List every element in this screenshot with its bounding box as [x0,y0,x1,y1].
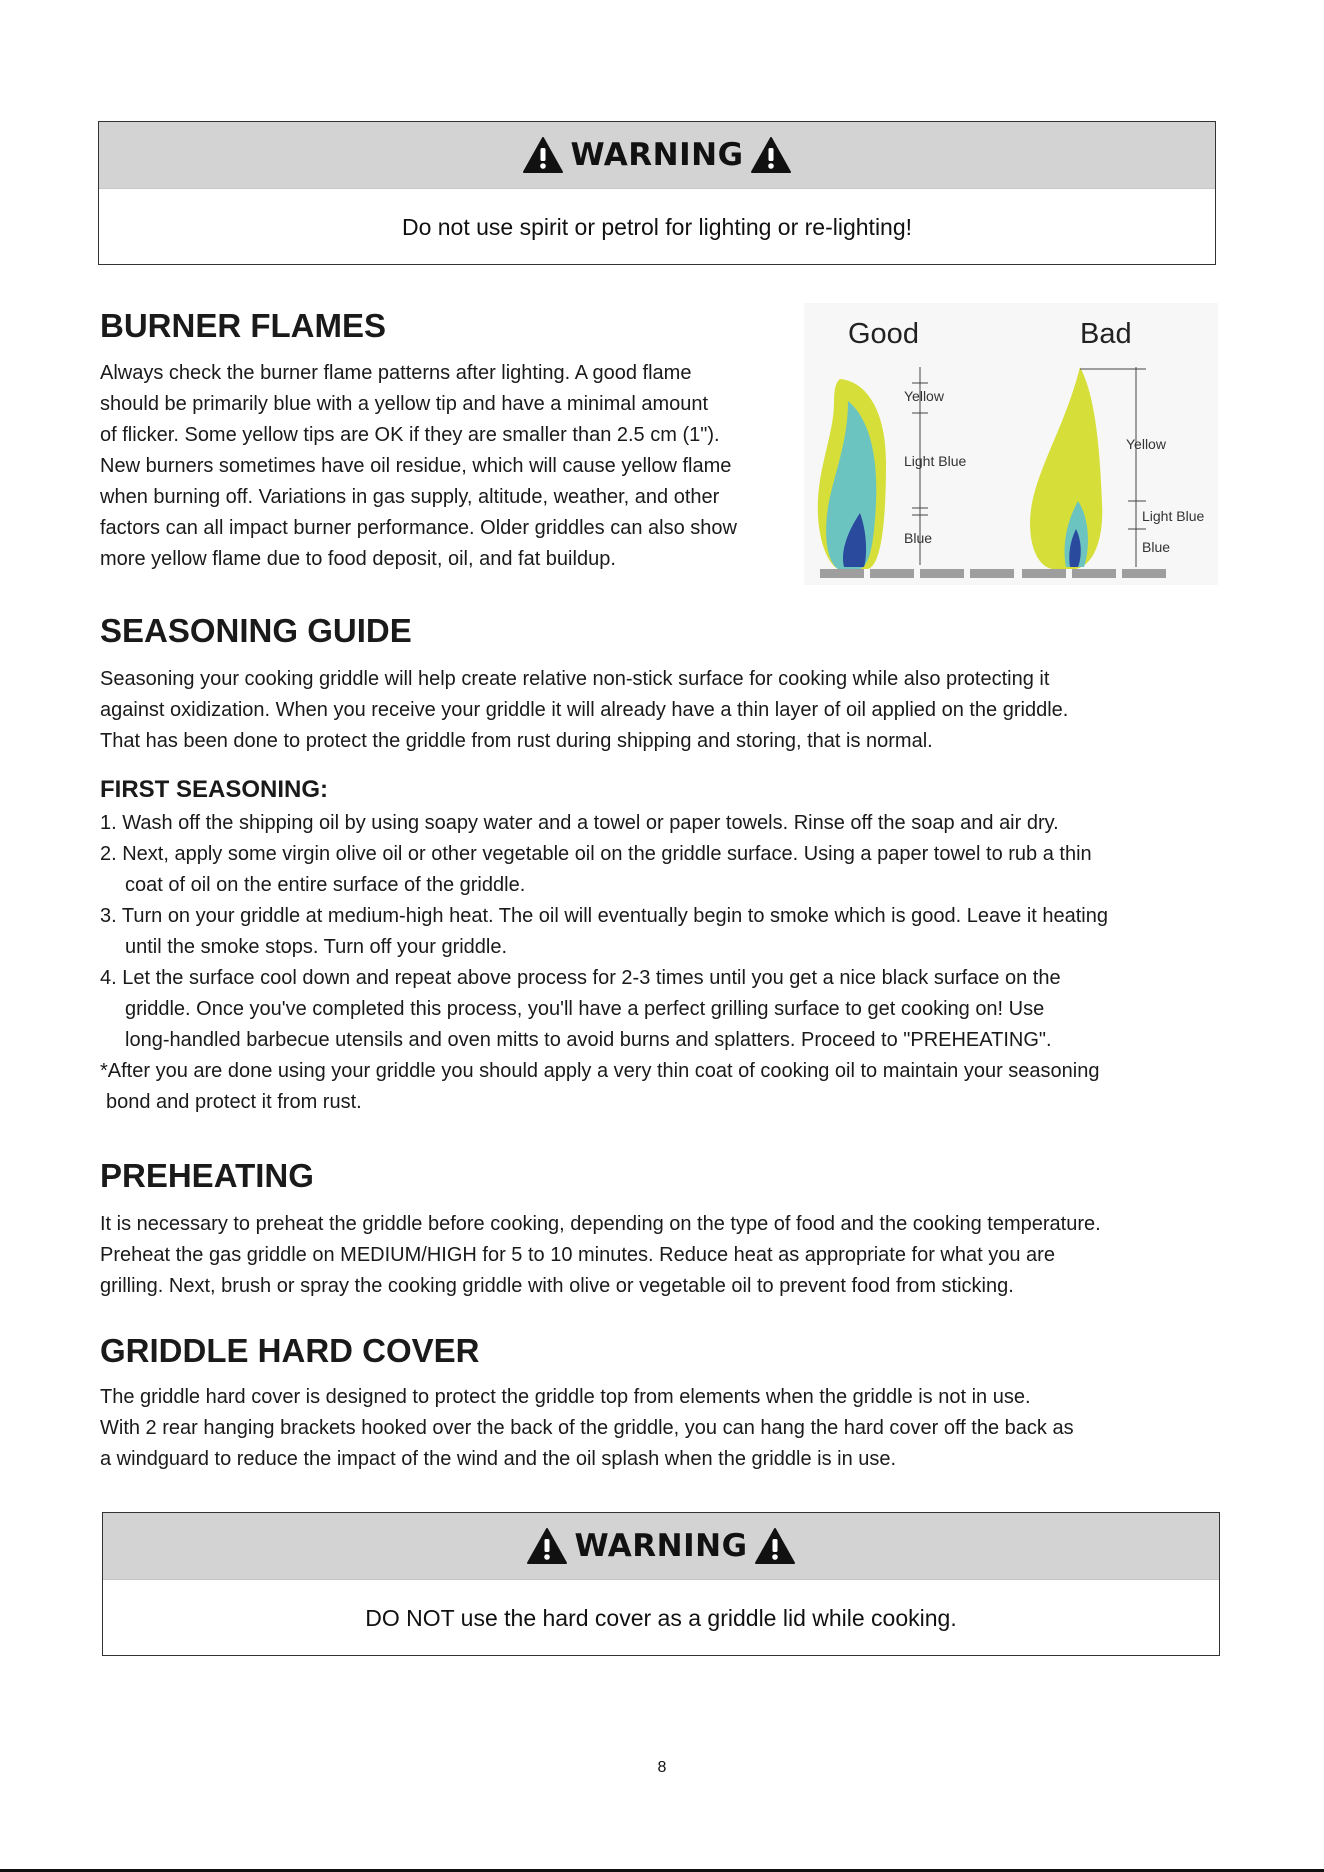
good-label: Good [848,318,919,350]
hard-cover-heading: GRIDDLE HARD COVER [100,1332,480,1369]
warning-text: Do not use spirit or petrol for lighting or re-lighting! [401,213,913,240]
warning-triangle-icon [754,1527,796,1565]
step-2: 2. Next, apply some virgin olive oil or other vegetable oil on the griddle surface. Using a paper towel to rub a thin [100,843,1092,865]
seasoning-guide-paragraph [100,664,1068,757]
paragraph-line: grilling. Next, brush or spray the cooking griddle with olive or vegetable oil to prevent food from sticking. [100,1275,1014,1297]
paragraph-line: Preheat the gas griddle on MEDIUM/HIGH for 5 to 10 minutes. Reduce heat as appropriate for what you are [100,1244,1055,1266]
paragraph-line: of flicker. Some yellow tips are OK if they are smaller than 2.5 cm (1"). [100,424,720,446]
flame-diagram [804,303,1218,585]
paragraph-line: against oxidization. When you receive your griddle it will already have a thin layer of oil applied on the griddle. [100,699,1069,721]
step-4-continued: griddle. Once you've completed this process, you'll have a perfect grilling surface to get cooking on! Use [125,998,1045,1020]
seasoning-note: *After you are done using your griddle you should apply a very thin coat of cooking oil to maintain your seasoning [100,1060,1100,1082]
warning-triangle-icon [750,136,792,174]
step-1: 1. Wash off the shipping oil by using soapy water and a towel or paper towels. Rinse off the soap and air dry. [100,812,1059,834]
warning-box-top [98,121,1216,265]
preheating-heading: PREHEATING [100,1157,314,1194]
good-blue-label: Blue [904,530,933,546]
seasoning-guide-heading: SEASONING GUIDE [100,612,412,649]
bad-blue-label: Blue [1142,539,1171,555]
paragraph-line: Seasoning your cooking griddle will help create relative non-stick surface for cooking while also protecting it [100,668,1050,690]
bad-yellow-label: Yellow [1126,436,1166,452]
step-4-continued: long-handled barbecue utensils and oven mitts to avoid burns and splatters. Proceed to "PREHEATING". [125,1029,1052,1051]
paragraph-line: Always check the burner flame patterns after lighting. A good flame [100,362,692,384]
page-number: 8 [657,1759,667,1776]
bad-light-blue-label: Light Blue [1142,508,1205,524]
warning-title: WARNING [570,137,744,173]
warning-box-bottom [102,1512,1220,1656]
paragraph-line: It is necessary to preheat the griddle before cooking, depending on the type of food and the cooking temperature. [100,1213,1101,1235]
warning-header [99,122,1215,189]
step-3-continued: until the smoke stops. Turn off your griddle. [125,936,508,958]
step-3: 3. Turn on your griddle at medium-high heat. The oil will eventually begin to smoke which is good. Leave it heating [100,905,1108,927]
warning-triangle-icon [526,1527,568,1565]
hard-cover-paragraph [100,1382,1074,1475]
paragraph-line: That has been done to protect the griddle from rust during shipping and storing, that is normal. [100,730,933,752]
paragraph-line: should be primarily blue with a yellow tip and have a minimal amount [100,393,709,415]
burner-flames-heading: BURNER FLAMES [100,307,386,344]
first-seasoning-steps [100,808,1108,1118]
preheating-paragraph [100,1209,1101,1302]
paragraph-line: With 2 rear hanging brackets hooked over the back of the griddle, you can hang the hard cover off the back as [100,1417,1074,1439]
seasoning-note-continued: bond and protect it from rust. [106,1091,362,1113]
paragraph-line: a windguard to reduce the impact of the wind and the oil splash when the griddle is in use. [100,1448,897,1470]
burner-flames-paragraph [100,358,737,575]
warning-text: DO NOT use the hard cover as a griddle lid while cooking. [365,1604,957,1631]
paragraph-line: more yellow flame due to food deposit, oil, and fat buildup. [100,548,616,570]
paragraph-line: New burners sometimes have oil residue, which will cause yellow flame [100,455,732,477]
warning-title: WARNING [574,1528,748,1564]
step-2-continued: coat of oil on the entire surface of the griddle. [125,874,526,896]
step-4: 4. Let the surface cool down and repeat above process for 2-3 times until you get a nice black surface on the [100,967,1061,989]
paragraph-line: The griddle hard cover is designed to protect the griddle top from elements when the griddle is not in use. [100,1386,1031,1408]
good-yellow-label: Yellow [904,388,944,404]
warning-header [103,1513,1219,1580]
paragraph-line: when burning off. Variations in gas supply, altitude, weather, and other [100,486,720,508]
paragraph-line: factors can all impact burner performance. Older griddles can also show [100,517,737,539]
first-seasoning-heading: FIRST SEASONING: [100,776,329,803]
good-light-blue-label: Light Blue [904,453,967,469]
burner-bar [820,569,1166,578]
bad-label: Bad [1080,318,1132,350]
warning-triangle-icon [522,136,564,174]
